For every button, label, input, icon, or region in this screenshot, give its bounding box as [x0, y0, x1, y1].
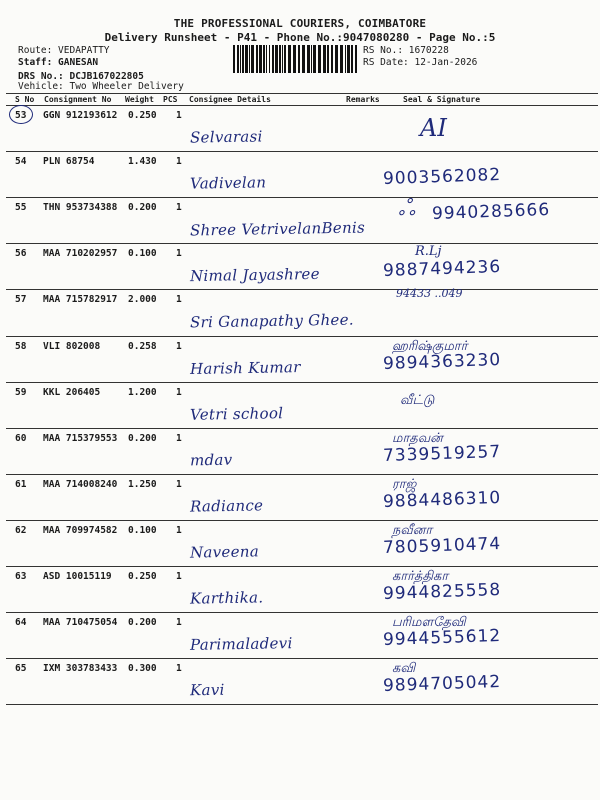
row-serial: 61 [15, 478, 27, 490]
runsheet-title: THE PROFESSIONAL COURIERS, COIMBATORE [173, 17, 427, 30]
row-pcs: 1 [176, 110, 182, 121]
row-consignment-no: ASD 10015119 [43, 571, 112, 582]
row-consignment-no: IXM 303783433 [43, 663, 118, 675]
row-serial: 56 [15, 248, 27, 260]
col-remarks: Remarks [346, 95, 380, 104]
col-consignment: Consignment No [44, 95, 112, 104]
row-consignment-no: MAA 709974582 [43, 524, 118, 536]
row-phone-number: 9940285666 [431, 200, 551, 225]
row-signature: கார்த்திகா [392, 569, 449, 584]
row-weight: 0.100 [128, 524, 157, 536]
row-pcs: 1 [176, 386, 182, 398]
row-weight: 1.430 [128, 156, 157, 168]
row-weight: 0.100 [128, 248, 157, 260]
row-separator [6, 474, 598, 475]
row-pcs: 1 [176, 202, 182, 214]
row-separator [6, 428, 598, 429]
row-phone-number: 7339519257 [382, 441, 502, 466]
rs-date: RS Date: 12-Jan-2026 [363, 57, 478, 68]
row-pcs: 1 [176, 248, 182, 260]
row-consignee-name: Naveena [189, 542, 260, 562]
col-pcs: PCS [163, 95, 178, 104]
row-signature: ராஜ் [392, 476, 417, 492]
row-signature: பரிமளதேவி [392, 615, 466, 631]
row-consignment-no: VLI 802008 [43, 340, 101, 352]
row-consignee-name: Sri Ganapathy Ghee. [189, 310, 355, 332]
row-pcs: 1 [176, 571, 182, 582]
drs-label: DRS No.: DCJB167022805 [18, 71, 144, 82]
meta-left [18, 45, 144, 83]
row-separator [6, 151, 598, 152]
row-serial: 65 [15, 663, 27, 675]
row-pcs: 1 [176, 340, 182, 352]
row-consignment-no: MAA 715782917 [43, 294, 118, 306]
vehicle-label: Vehicle: Two Wheeler Delivery [18, 81, 184, 92]
row-serial: 64 [15, 617, 27, 629]
meta-right [363, 45, 477, 69]
row-consignee-name: Vetri school [189, 403, 284, 424]
row-consignee-name: Nimal Jayashree [189, 265, 320, 286]
row-serial: 53 [15, 110, 27, 121]
row-serial: 59 [15, 386, 27, 398]
col-weight: Weight [125, 95, 154, 104]
row-separator [6, 289, 598, 290]
row-consignment-no: KKL 206405 [43, 386, 101, 398]
row-phone-number: 9944825558 [382, 579, 502, 605]
row-signature: ஹரிஷ்குமார் [392, 338, 468, 354]
row-weight: 0.200 [128, 432, 157, 444]
row-phone-number: 9887494236 [382, 257, 502, 282]
row-serial: 63 [15, 571, 27, 582]
header-bottom-rule [6, 105, 598, 106]
row-phone-number: 9894363230 [382, 349, 502, 374]
row-separator [6, 566, 598, 567]
row-signature: 94433 ..049 [396, 287, 463, 301]
row-weight: 0.200 [128, 617, 157, 629]
row-separator [6, 612, 598, 613]
row-phone-number: 9884486310 [382, 487, 502, 512]
row-separator [6, 243, 598, 244]
col-consignee: Consignee Details [189, 95, 271, 104]
row-consignment-no: GGN 912193612 [43, 110, 118, 121]
row-separator [6, 382, 598, 383]
row-weight: 0.258 [128, 340, 157, 352]
row-consignee-name: mdav [189, 450, 233, 470]
row-weight: 0.300 [128, 663, 157, 675]
row-weight: 0.250 [128, 110, 157, 121]
row-serial: 58 [15, 340, 27, 352]
row-separator [6, 197, 598, 198]
row-signature: வீட்டு [400, 392, 435, 408]
runsheet-subtitle: Delivery Runsheet - P41 - Phone No.:9047080280 - Page No.:5 [104, 31, 496, 44]
row-phone-number: 9944555612 [382, 626, 502, 651]
row-serial: 62 [15, 524, 27, 536]
row-consignment-no: MAA 710475054 [43, 617, 118, 629]
row-consignee-name: Vadivelan [189, 173, 267, 193]
row-serial: 55 [15, 202, 27, 214]
row-phone-number: 9003562082 [382, 165, 502, 190]
row-weight: 0.200 [128, 202, 157, 214]
row-signature: R.Lj [415, 244, 442, 260]
row-weight: 1.250 [128, 478, 157, 490]
row-pcs: 1 [176, 524, 182, 536]
row-consignee-name: Parimaladevi [189, 634, 293, 654]
header-top-rule [6, 93, 598, 94]
row-serial: 54 [15, 156, 27, 168]
row-pcs: 1 [176, 294, 182, 306]
row-signature: ஃ [398, 196, 416, 222]
row-weight: 0.250 [128, 571, 157, 582]
row-weight: 1.200 [128, 386, 157, 398]
row-separator [6, 336, 598, 337]
row-consignee-name: Harish Kumar [189, 357, 301, 378]
row-signature: AI [420, 114, 447, 142]
row-consignment-no: THN 953734388 [43, 202, 118, 214]
row-consignee-name: Radiance [189, 496, 264, 516]
row-consignee-name: Kavi [189, 680, 225, 700]
row-separator [6, 520, 598, 521]
row-serial: 60 [15, 432, 27, 444]
row-consignment-no: PLN 68754 [43, 156, 95, 168]
row-weight: 2.000 [128, 294, 157, 306]
row-signature: கவி [392, 661, 416, 677]
route-label: Route: VEDAPATTY [18, 45, 110, 56]
col-sno: S No [15, 95, 35, 104]
row-pcs: 1 [176, 432, 182, 444]
row-serial: 57 [15, 294, 27, 306]
row-phone-number: 7805910474 [382, 533, 502, 558]
row-signature: நவீனா [392, 522, 433, 538]
row-pcs: 1 [176, 156, 182, 168]
row-consignment-no: MAA 714008240 [43, 478, 118, 490]
staff-label: Staff: GANESAN [18, 57, 99, 68]
row-separator [6, 658, 598, 659]
row-consignee-name: Karthika. [189, 588, 264, 608]
row-pcs: 1 [176, 663, 182, 675]
rs-number: RS No.: 1670228 [363, 45, 449, 56]
row-phone-number: 9894705042 [382, 672, 502, 697]
row-pcs: 1 [176, 617, 182, 629]
row-consignment-no: MAA 710202957 [43, 248, 118, 260]
row-consignee-name: Selvarasi [189, 127, 263, 147]
row-pcs: 1 [176, 478, 182, 490]
row-separator [6, 704, 598, 705]
barcode-icon [233, 45, 358, 73]
row-consignment-no: MAA 715379553 [43, 432, 118, 444]
col-signature: Seal & Signature [403, 95, 481, 104]
row-signature: மாதவன் [392, 430, 443, 446]
row-consignee-name: Shree VetrivelanBenis [189, 218, 366, 240]
